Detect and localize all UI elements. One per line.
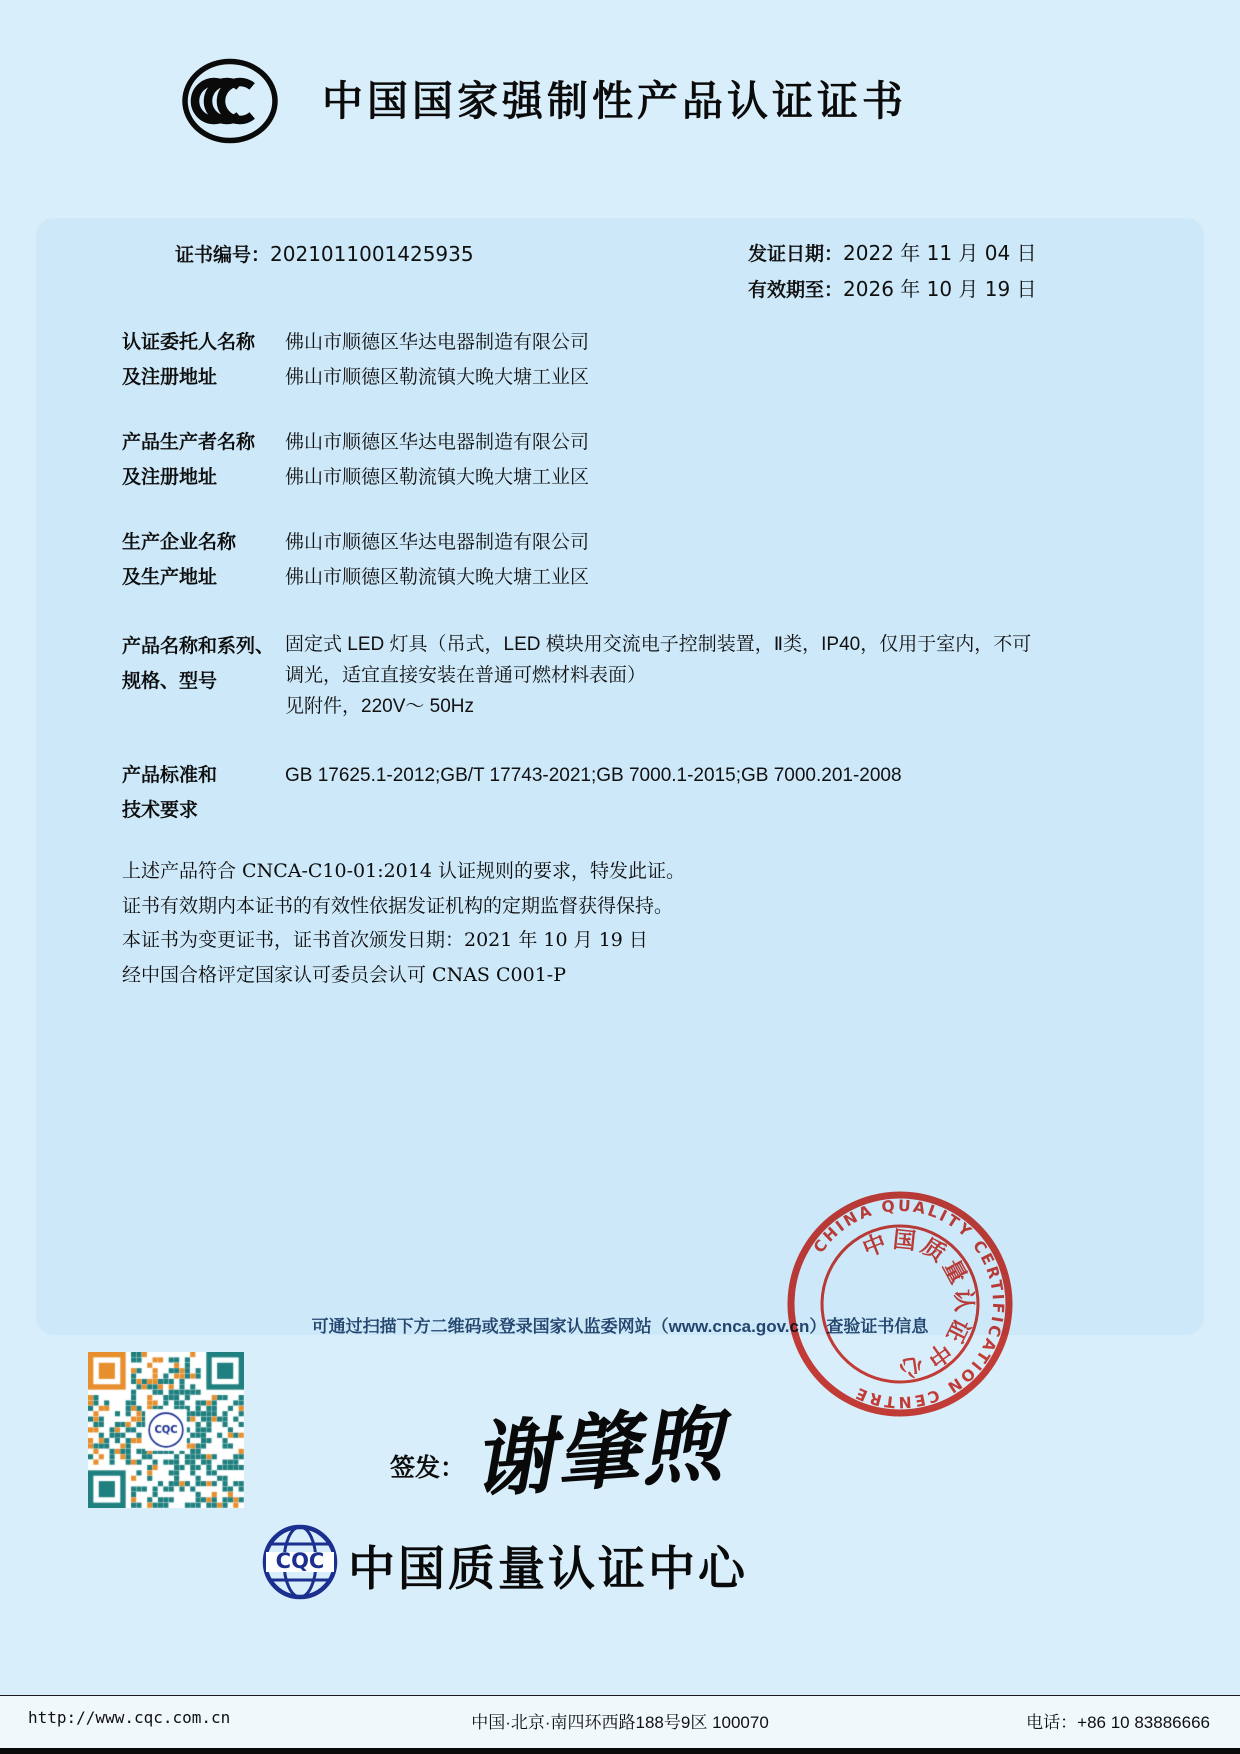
issue-date-row <box>748 236 1037 272</box>
ccc-logo-icon <box>181 58 279 144</box>
standards-label: 产品标准和 技术要求 <box>122 765 218 821</box>
cqc-logo-icon <box>260 1522 340 1602</box>
manufacturer-value: 佛山市顺德区华达电器制造有限公司 佛山市顺德区勒流镇大晚大塘工业区 <box>285 532 590 588</box>
certificate-number <box>175 240 474 267</box>
issue-date-value: 2022 年 11 月 04 日 <box>843 241 1037 265</box>
applicant-label: 认证委托人名称 及注册地址 <box>122 332 256 388</box>
product-name-label: 产品名称和系列、 规格、型号 <box>122 636 275 692</box>
footer-phone: 电话：+86 10 83886666 <box>1026 1713 1210 1732</box>
statement-line: 本证书为变更证书，证书首次颁发日期：2021 年 10 月 19 日 <box>122 929 648 951</box>
footer-website: http://www.cqc.com.cn <box>28 1708 231 1727</box>
svg-text:CHINA QUALITY CERTIFICATION: CHINA QUALITY CERTIFICATION CENTRE <box>810 1196 1008 1412</box>
svg-text:中国质量认证中心: 中国质量认证中心 <box>859 1227 977 1382</box>
product-name-value: 固定式 LED 灯具（吊式，LED 模块用交流电子控制装置，Ⅱ类，IP40，仅用于室内，不可调光，适宜直接安装在普通可燃材料表面） 见附件，220V～ 50Hz <box>285 634 1032 717</box>
sign-label: 签发： <box>390 1453 466 1482</box>
expiry-date-row <box>748 272 1037 308</box>
certificate-dates <box>748 236 1037 308</box>
issuer-name: 中国质量认证中心 <box>348 1542 748 1597</box>
applicant-value: 佛山市顺德区华达电器制造有限公司 佛山市顺德区勒流镇大晚大塘工业区 <box>285 332 590 388</box>
footer-address: 中国·北京·南四环西路188号9区 100070 <box>471 1713 769 1732</box>
page-title: 中国国家强制性产品认证证书 <box>322 77 907 125</box>
stamp-seal <box>782 1186 1018 1422</box>
verify-note: 可通过扫描下方二维码或登录国家认监委网站（www.cnca.gov.cn）查验证书信息 <box>311 1317 929 1336</box>
svg-text:CQC: CQC <box>275 1549 325 1573</box>
signature-handwriting: 谢肇煦 <box>469 1396 728 1510</box>
scan-edge-bar <box>0 1748 1240 1754</box>
statement-line: 证书有效期内本证书的有效性依据发证机构的定期监督获得保持。 <box>122 894 674 917</box>
producer-value: 佛山市顺德区华达电器制造有限公司 佛山市顺德区勒流镇大晚大塘工业区 <box>285 432 590 488</box>
certificate-number-value: 2021011001425935 <box>270 242 474 266</box>
issue-date-label: 发证日期： <box>748 243 844 265</box>
manufacturer-label: 生产企业名称 及生产地址 <box>122 532 237 588</box>
producer-label: 产品生产者名称 及注册地址 <box>122 432 256 488</box>
standards-value: GB 17625.1-2012;GB/T 17743-2021;GB 7000.1-2015;GB 7000.201-2008 <box>285 765 902 786</box>
expiry-date-value: 2026 年 10 月 19 日 <box>843 277 1037 301</box>
qr-code <box>88 1352 244 1508</box>
certificate-number-label: 证书编号： <box>175 244 271 266</box>
statement-line: 经中国合格评定国家认可委员会认可 CNAS C001-P <box>122 963 566 986</box>
expiry-date-label: 有效期至： <box>748 279 844 301</box>
statements-block <box>122 854 1022 992</box>
statement-line: 上述产品符合 CNCA-C10-01:2014 认证规则的要求，特发此证。 <box>122 860 685 882</box>
